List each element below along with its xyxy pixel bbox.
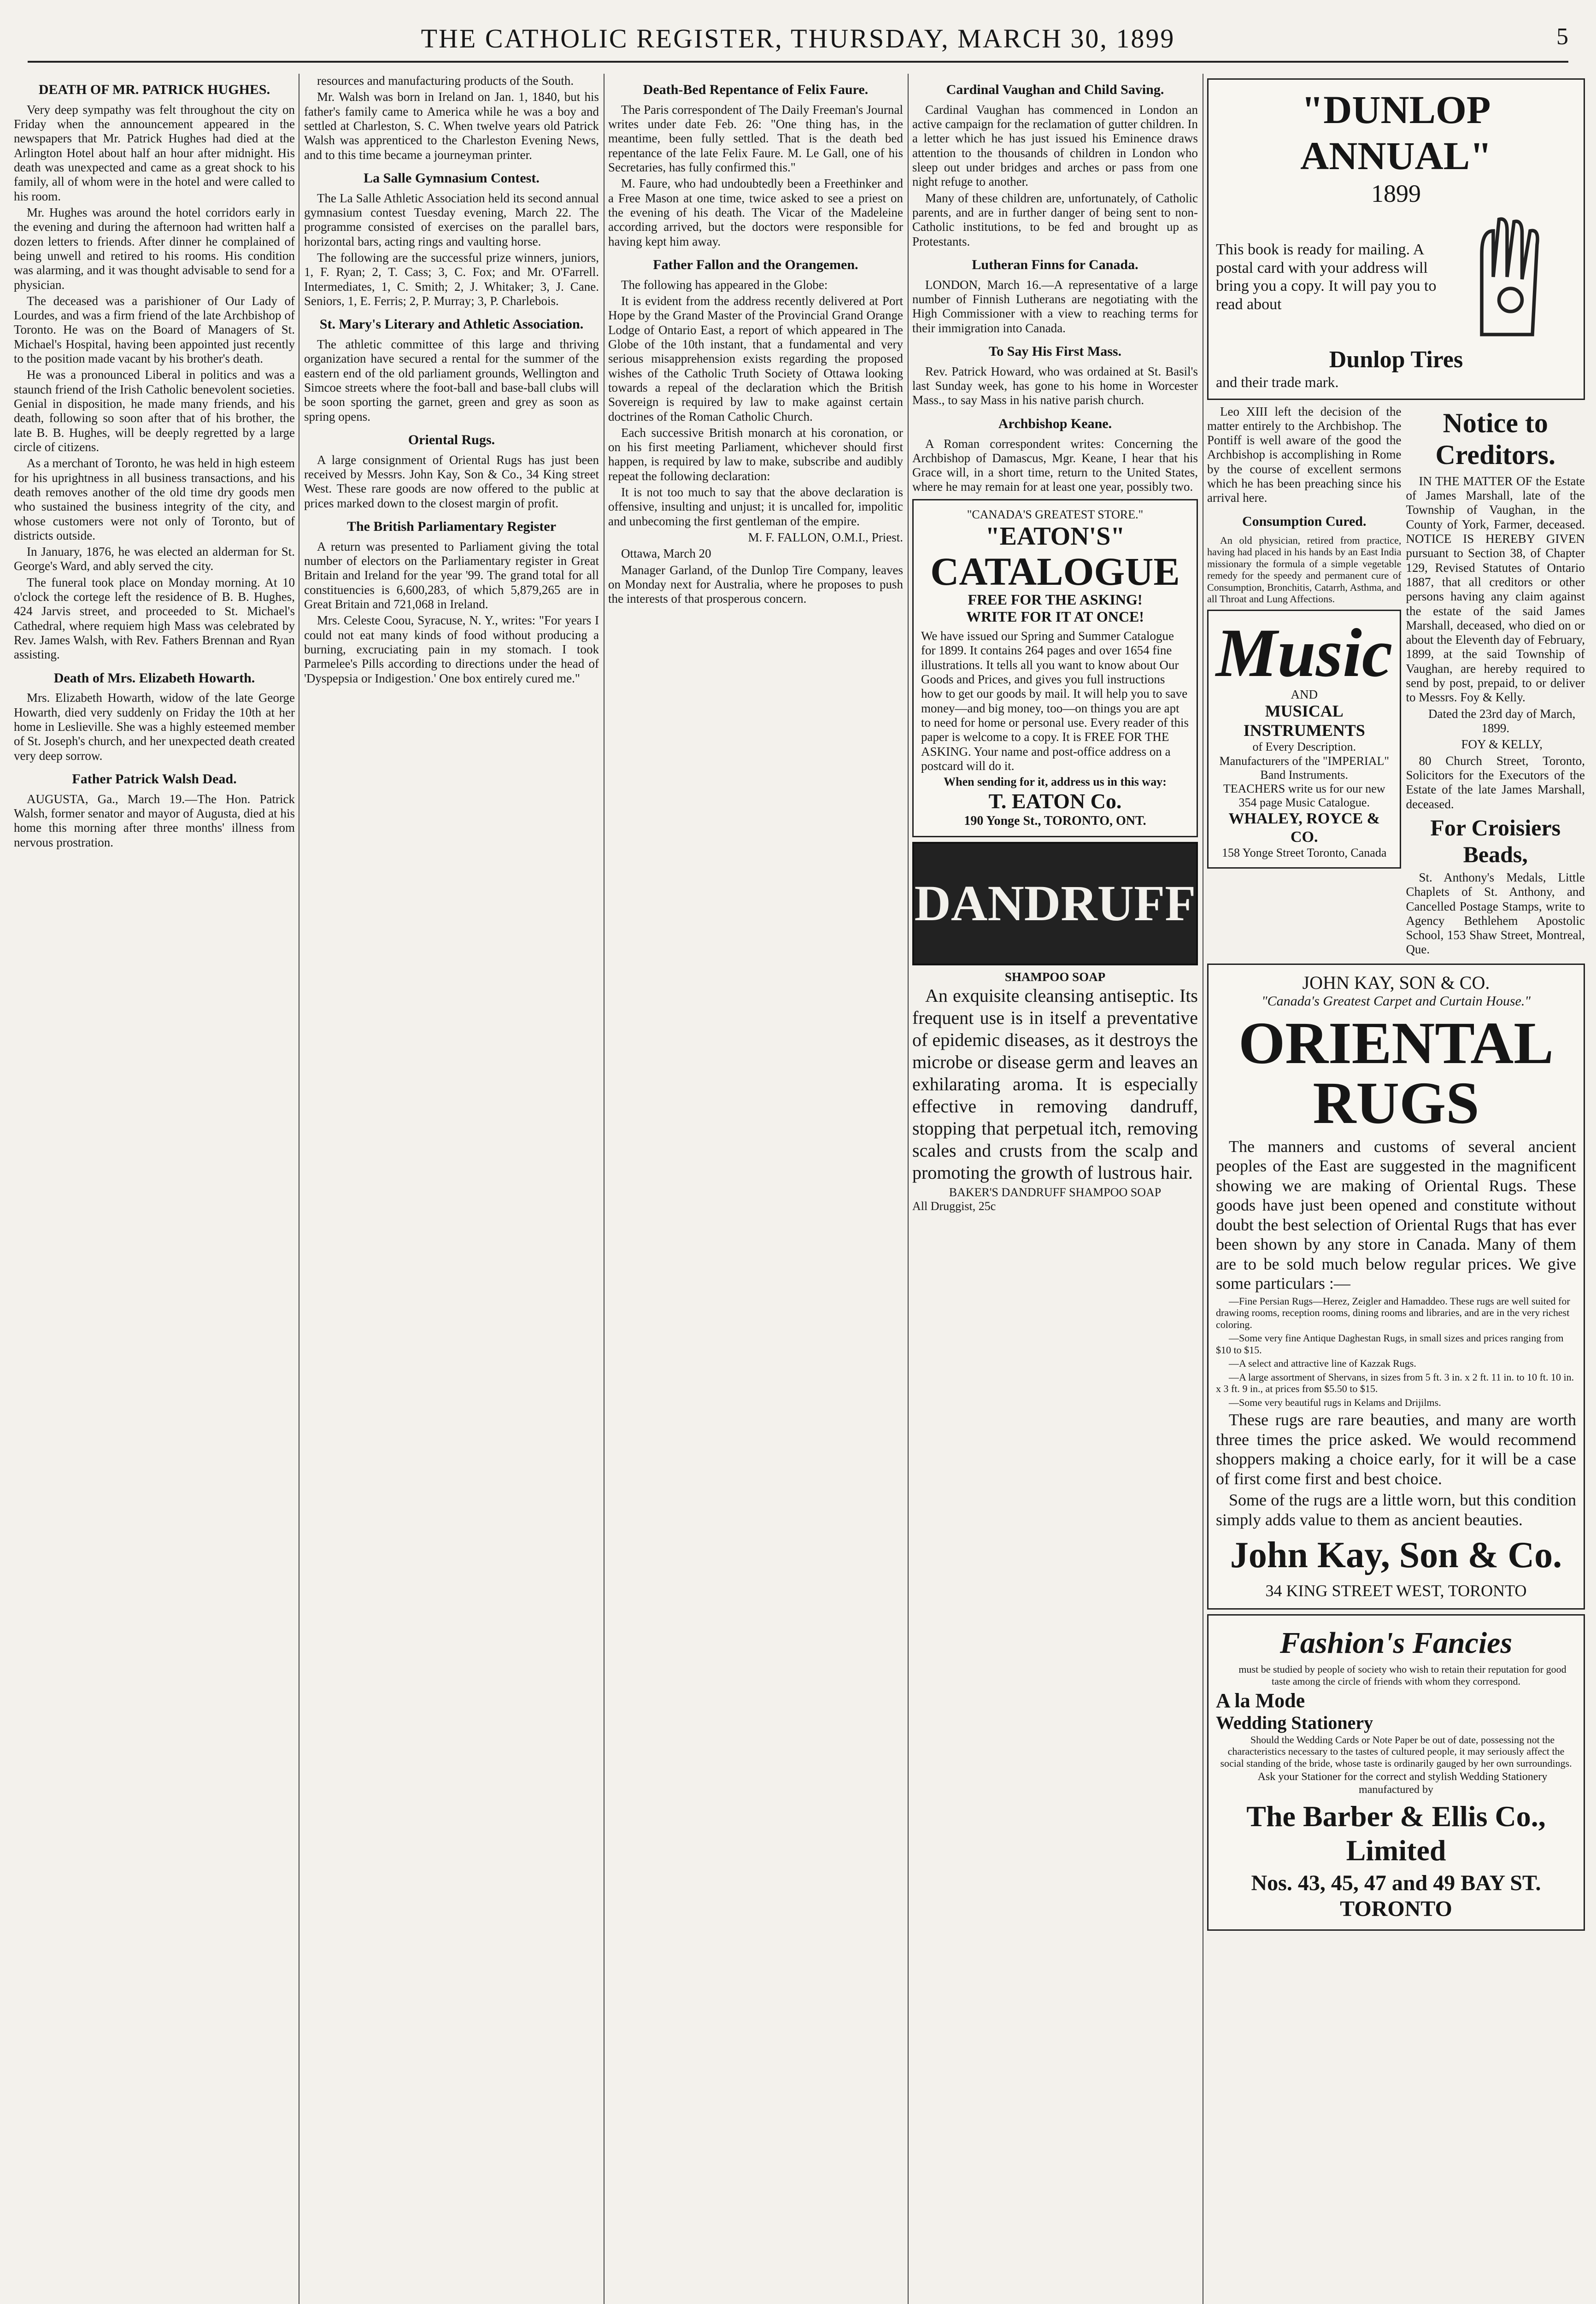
dunlop-title: "DUNLOP ANNUAL" <box>1300 88 1492 178</box>
dunlop-body: This book is ready for mailing. A postal card with your address will bring you a copy. It will pay you to read about <box>1216 241 1437 313</box>
rugs-body: The manners and customs of several ancient peoples of the East are suggested in the magnificent showing we are making of Oriental Rugs. These goods have just been opened and constitute without doubt the best selection of Oriental Rugs that has ever been shown by any store in Canada. Many of them are to be sold much below regular prices. We give some particulars :— <box>1216 1137 1576 1293</box>
eaton-banner: "CANADA'S GREATEST STORE." <box>967 507 1144 521</box>
consumption-body: An old physician, retired from practice, having had placed in his hands by an East India missionary the formula of a simple vegetable remedy for the speedy and permanent cure of Consumption, Bronchitis, Catarrh, Asthma, and all Throat and Lung Affections. <box>1207 534 1402 605</box>
notice-date: Dated the 23rd day of March, 1899. <box>1428 706 1576 735</box>
article-paragraph: Rev. Patrick Howard, who was ordained at St. Basil's last Sunday week, has gone to his home in Worcester Mass., to say Mass in his native parish church. <box>912 364 1198 407</box>
column-2 <box>304 74 599 2304</box>
dunlop-hands-icon <box>1456 208 1576 346</box>
notice-firm: FOY & KELLY, <box>1461 737 1543 752</box>
article-paragraph: He was a pronounced Liberal in politics and was a staunch friend of the Irish Catholic benevolent societies. Genial in disposition, he made many friends, and his death, following so soon after that of his brother, the late B. B. Hughes, will be deeply regretted by a large circle of citizens. <box>14 368 295 454</box>
two-column-ads <box>1207 405 1585 959</box>
eaton-advertisement <box>912 499 1198 837</box>
rugs-worn: Some of the rugs are a little worn, but this condition simply adds value to them as ancient beauties. <box>1216 1491 1576 1529</box>
column-4 <box>912 74 1198 2304</box>
article-headline: Death-Bed Repentance of Felix Faure. <box>643 82 868 97</box>
barber-ellis-advertisement <box>1207 1614 1585 1931</box>
article-headline: Father Fallon and the Orangemen. <box>653 257 858 272</box>
column-1 <box>14 74 295 2304</box>
masthead-title: THE CATHOLIC REGISTER, THURSDAY, MARCH 30, 1899 <box>421 24 1175 53</box>
article-paragraph: Mrs. Celeste Coou, Syracuse, N. Y., writes: "For years I could not eat many kinds of food without producing a burning, excruciating pain in my stomach. I took Parmelee's Pills according to directions under the head of 'Dyspepsia or Indigestion.' One box entirely cured me." <box>304 613 599 685</box>
croisiers-headline: For Croisiers Beads, <box>1430 814 1561 867</box>
alamode-heading: A la Mode <box>1216 1689 1305 1712</box>
music-sub: MUSICAL INSTRUMENTS <box>1243 701 1365 740</box>
rugs-rare: These rugs are rare beauties, and many are worth three times the price asked. We would recommend shoppers making a choice early, for it will be a case of first come first and best choice. <box>1216 1411 1576 1488</box>
article-headline: DEATH OF MR. PATRICK HUGHES. <box>38 82 270 97</box>
article-paragraph: resources and manufacturing products of the South. <box>317 74 574 88</box>
rugs-list-item: —A select and attractive line of Kazzak Rugs. <box>1229 1358 1416 1369</box>
article-headline: La Salle Gymnasium Contest. <box>364 170 540 186</box>
article-paragraph: Mr. Walsh was born in Ireland on Jan. 1, 1840, but his father's family came to America while he was a boy and settled at Charleston, S. C. When twelve years old Patrick Walsh was apprenticed to the Charleston Evening News, and to this time became a journeyman printer. <box>304 90 599 162</box>
article-paragraph: The following are the successful prize winners, juniors, 1, F. Ryan; 2, T. Cass; 3, C. Fox; and Mr. O'Farrell. Intermediates, 1, C. Smith; 2, J. Whitaker; 3, J. Cane. Seniors, 1, E. Ferris; 2, P. Murray; 3, P. Charlebois. <box>304 250 599 308</box>
dandruff-body: An exquisite cleansing antiseptic. Its frequent use is in itself a preventative of epidemic diseases, as it destroys the microbe or disease germ and leaves an exhilarating aroma. It is especially effective in removing dandruff, stopping that perpetual itch, removing scales and crusts from the scalp and promoting the growth of lustrous hair. <box>912 985 1198 1183</box>
eaton-free: FREE FOR THE ASKING! <box>968 591 1143 608</box>
article-paragraph: M. Faure, who had undoubtedly been a Freethinker and a Free Mason at one time, twice asked to see a priest on the evening of his death. The Vicar of the Madeleine according arrived, but the doctors were responsible for having kept him away. <box>608 176 903 248</box>
dandruff-maker: BAKER'S DANDRUFF SHAMPOO SOAP <box>949 1185 1162 1199</box>
article-headline: To Say His First Mass. <box>988 343 1122 359</box>
croisiers-body: St. Anthony's Medals, Little Chaplets of St. Anthony, and Cancelled Postage Stamps, write to Agency Bethlehem Apostolic School, 153 Shaw Street, Montreal, Que. <box>1406 870 1585 957</box>
notice-headline: Notice to Creditors. <box>1435 407 1555 470</box>
article-paragraph: The funeral took place on Monday morning. At 10 o'clock the cortege left the residence of B. B. Hughes, 424 Jarvis street, and proceeded to St. Michael's Cathedral, where requiem high Mass was celebrated by Rev. James Walsh, with Rev. Fathers Brennan and Ryan assisting. <box>14 575 295 662</box>
dandruff-logo <box>912 842 1198 965</box>
music-word: Music <box>1216 614 1393 691</box>
article-paragraph: LONDON, March 16.—A representative of a large number of Finnish Lutherans are negotiating with the High Commissioner with a view to reaching terms for their immigration into Canada. <box>912 277 1198 335</box>
eaton-company: T. EATON Co. <box>988 789 1122 813</box>
dandruff-druggist: All Druggist, 25c <box>912 1199 996 1213</box>
dunlop-brand: Dunlop Tires <box>1329 347 1463 373</box>
rugs-list-item: —Fine Persian Rugs—Herez, Zeigler and Hamaddeo. These rugs are well suited for drawing rooms, reception rooms, dining rooms and libraries, and are in the very richest coloring. <box>1216 1295 1570 1330</box>
music-advertisement <box>1207 610 1401 869</box>
music-and: AND <box>1291 687 1318 701</box>
page-header <box>28 18 1568 69</box>
article-paragraph: The deceased was a parishioner of Our Lady of Lourdes, and was a firm friend of the late Archbishop of Toronto. He was on the Board of Managers of St. Michael's Hospital, having been appointed just recently to the position made vacant by his brother's death. <box>14 294 295 366</box>
article-paragraph: A Roman correspondent writes: Concerning the Archbishop of Damascus, Mgr. Keane, I hear that his Grace will, in a short time, return to the United States, where he may remain for at least one year, possibly two. <box>912 436 1198 494</box>
column-3 <box>608 74 903 2304</box>
article-headline: Lutheran Finns for Canada. <box>972 257 1138 272</box>
rugs-list-item: —Some very beautiful rugs in Kelams and Drijilms. <box>1229 1396 1441 1408</box>
music-every: of Every Description. <box>1252 740 1356 754</box>
article-paragraph: AUGUSTA, Ga., March 19.—The Hon. Patrick Walsh, former senator and mayor of Augusta, died at his home this morning after three months' illness from nervous prostration. <box>14 792 295 849</box>
dandruff-title: DANDRUFF <box>914 875 1196 932</box>
article-paragraph: As a merchant of Toronto, he was held in high esteem for his uprightness in all business transactions, and his death removes another of the old time dry goods men who sustained the business integrity of the city, and whose customers were not only of Toronto, but of districts outside. <box>14 456 295 542</box>
dunlop-year: 1899 <box>1371 179 1421 207</box>
music-firm: WHALEY, ROYCE & CO. <box>1228 810 1380 846</box>
article-paragraph: The La Salle Athletic Association held its second annual gymnasium contest Tuesday evening, March 22. The programme consisted of exercises on the parallel bars, horizontal bars, acting rings and vaulting horse. <box>304 191 599 248</box>
eaton-write: WRITE FOR IT AT ONCE! <box>966 608 1144 625</box>
ask-stationer: Ask your Stationer for the correct and stylish Wedding Stationery manufactured by <box>1257 1771 1548 1796</box>
music-teachers: TEACHERS write us for our new 354 page Music Catalogue. <box>1223 782 1385 810</box>
notice-body: IN THE MATTER OF the Estate of James Marshall, late of the Township of Vaughan, in the County of York, Farmer, deceased. NOTICE IS HEREBY GIVEN pursuant to Section 38, of Chapter 129, Revised Statutes of Ontario 1887, that all creditors or other persons having any claim against the estate of the said James Marshall, deceased, who died on or about the Eleventh day of February, 1899, at the said Township of Vaughan, are hereby required to send by post, prepaid, to or deliver to Messrs. Foy & Kelly. <box>1406 474 1585 705</box>
notice-address: 80 Church Street, Toronto, Solicitors for the Executors of the Estate of the late James Marshall, deceased. <box>1406 753 1585 811</box>
article-headline: The British Parliamentary Register <box>346 518 557 534</box>
article-paragraph: Cardinal Vaughan has commenced in London an active campaign for the reclamation of gutter children. In a letter which he has just issued his Eminence draws attention to the thousands of children in London who sleep out under bridges and arches or pass from one night refuge to another. <box>912 102 1198 189</box>
right-subcolumn <box>1406 405 1585 959</box>
kay-big-name: John Kay, Son & Co. <box>1230 1535 1562 1576</box>
article-paragraph: In January, 1876, he was elected an alderman for St. George's Ward, and ably served the city. <box>14 545 295 573</box>
article-paragraph: Many of these children are, unfortunately, of Catholic parents, and are in further danger of being sent to non-Catholic institutions, to be fed and brought up as Protestants. <box>912 191 1198 248</box>
ad-headline: Consumption Cured. <box>1242 513 1367 529</box>
header-rule <box>28 61 1568 63</box>
eaton-catalogue: CATALOGUE <box>930 549 1180 594</box>
article-signature: M. F. FALLON, O.M.I., Priest. <box>748 530 903 545</box>
fashion-headline: Fashion's Fancies <box>1279 1626 1513 1660</box>
barber-ellis-name: The Barber & Ellis Co., Limited <box>1246 1799 1546 1867</box>
wedding-heading: Wedding Stationery <box>1216 1712 1373 1734</box>
article-headline: Cardinal Vaughan and Child Saving. <box>946 82 1164 97</box>
article-headline: Death of Mrs. Elizabeth Howarth. <box>53 670 255 686</box>
article-paragraph: Mr. Hughes was around the hotel corridors early in the evening and during the afternoon had written half a dozen letters to friends. After dinner he complained of being unwell and retired to his rooms. His condition was alarming, and it was thought advisable to send for a physician. <box>14 205 295 292</box>
article-paragraph: A return was presented to Parliament giving the total number of electors on the Parliamentary register in Great Britain and Ireland for the year '99. The grand total for all constituencies is 6,600,283, of which 5,879,265 are in Great Britain and 721,068 in Ireland. <box>304 539 599 611</box>
article-headline: Archbishop Keane. <box>998 416 1112 431</box>
article-paragraph: It is evident from the address recently delivered at Port Hope by the Grand Master of the Provincial Grand Orange Lodge of Ontario East, a report of which appeared in The Globe of the 10th instant, that a fundamental and very serious misapprehension exists regarding the proposed wishes of the Catholic Truth Society of Ottawa looking towards a repeal of the declaration which the British Sovereign is required by law to make against certain doctrines of the Roman Catholic Church. <box>608 294 903 423</box>
left-subcolumn <box>1207 405 1401 959</box>
fashion-body: must be studied by people of society who wish to retain their reputation for good taste among the circle of friends with whom they correspond. <box>1238 1663 1567 1687</box>
article-headline: St. Mary's Literary and Athletic Association. <box>319 317 584 332</box>
article-headline: Oriental Rugs. <box>408 432 495 447</box>
dunlop-trademark: and their trade mark. <box>1216 374 1339 391</box>
article-paragraph: Very deep sympathy was felt throughout the city on Friday when the announcement appeared in the newspapers that Mr. Patrick Hughes had died at the Arlington Hotel about half an hour after midnight. His death was unexpected and came as a great shock to his family, all of whom were in the hotel and were called to his room. <box>14 102 295 203</box>
kay-address: 34 KING STREET WEST, TORONTO <box>1265 1581 1527 1600</box>
column-rule <box>908 74 909 2304</box>
kay-top: JOHN KAY, SON & CO. <box>1302 972 1490 993</box>
wedding-body: Should the Wedding Cards or Note Paper be out of date, possessing not the characteristics necessary to the tastes of cultured people, it may seriously affect the social standing of the bride, whose taste is ordinarily gauged by her own surroundings. <box>1220 1734 1572 1769</box>
barber-ellis-address: Nos. 43, 45, 47 and 49 BAY ST. TORONTO <box>1251 1871 1541 1922</box>
article-paragraph: The athletic committee of this large and thriving organization have secured a rental for the summer of the eastern end of the old parliament grounds, Wellington and Simcoe streets where the foot-ball and base-ball clubs will be soon sporting the garnet, green and grey as soon as spring opens. <box>304 337 599 423</box>
eaton-send: When sending for it, address us in this way: <box>944 775 1167 789</box>
article-headline: Father Patrick Walsh Dead. <box>72 771 237 787</box>
dunlop-advertisement <box>1207 78 1585 400</box>
article-paragraph: A large consignment of Oriental Rugs has just been received by Messrs. John Kay, Son & Co., 34 King street West. These rare goods are now offered to the public at prices marked down to the closest margin of profit. <box>304 453 599 510</box>
article-paragraph: Manager Garland, of the Dunlop Tire Company, leaves on Monday next for Australia, where he proposes to push the interests of that prosperous concern. <box>608 563 903 606</box>
article-paragraph: Each successive British monarch at his coronation, or on his first meeting Parliament, whichever should first happen, is required by law to make, subscribe and audibly repeat the following declaration: <box>608 425 903 483</box>
article-paragraph: Mrs. Elizabeth Howarth, widow of the late George Howarth, died very suddenly on Friday the 10th at her home in Leslieville. She was a highly esteemed member of St. Joseph's church, and her unexpected death created very deep sorrow. <box>14 691 295 763</box>
article-dateline: Ottawa, March 20 <box>621 547 711 561</box>
page-number: 5 <box>1556 24 1568 50</box>
article-paragraph: The Paris correspondent of The Daily Freeman's Journal writes under date Feb. 26: "One thing has, in the meantime, been fully settled. That is the death bed repentance of the late Felix Faure. M. Le Gall, one of his Secretaries, has fully confirmed this." <box>608 102 903 175</box>
column-5 <box>1207 74 1585 2304</box>
kay-tagline: "Canada's Greatest Carpet and Curtain House." <box>1262 993 1531 1009</box>
eaton-body: We have issued our Spring and Summer Catalogue for 1899. It contains 264 pages and over 1654 fine illustrations. It tells all you want to know about Our Goods and Prices, and gives you full instructions how to get our goods by mail. It will help you to save money—and big money, too—on things you are apt to need for home or personal use. Every reader of this paper is welcome to a copy. It is FREE FOR THE ASKING. Your name and post-office address on a postcard will do it. <box>921 629 1189 773</box>
rugs-list-item: —Some very fine Antique Daghestan Rugs, in small sizes and prices ranging from $10 to $15. <box>1216 1332 1564 1356</box>
john-kay-advertisement <box>1207 964 1585 1610</box>
article-paragraph: Leo XIII left the decision of the matter entirely to the Archbishop. The Pontiff is well aware of the good the Archbishop is accomplishing in Rome by the course of excellent sermons which he has been preaching since his arrival here. <box>1207 404 1402 505</box>
dandruff-subtitle: SHAMPOO SOAP <box>1004 970 1106 984</box>
music-makers: Manufacturers of the "IMPERIAL" Band Instruments. <box>1219 754 1389 782</box>
article-paragraph: The following has appeared in the Globe: <box>621 277 828 292</box>
rugs-list-item: —A large assortment of Shervans, in sizes from 5 ft. 3 in. x 2 ft. 11 in. to 10 ft. 10 in. x 3 ft. 9 in., at prices from $5.50 to $15. <box>1216 1371 1574 1395</box>
eaton-address: 190 Yonge St., TORONTO, ONT. <box>964 813 1146 828</box>
eaton-name: "EATON'S" <box>985 522 1125 551</box>
music-address: 158 Yonge Street Toronto, Canada <box>1222 846 1387 860</box>
rugs-title: ORIENTAL RUGS <box>1238 1010 1554 1136</box>
article-paragraph: It is not too much to say that the above declaration is offensive, insulting and unjust; it is uncalled for, impolitic and unbecoming the first gentleman of the empire. <box>608 485 903 528</box>
